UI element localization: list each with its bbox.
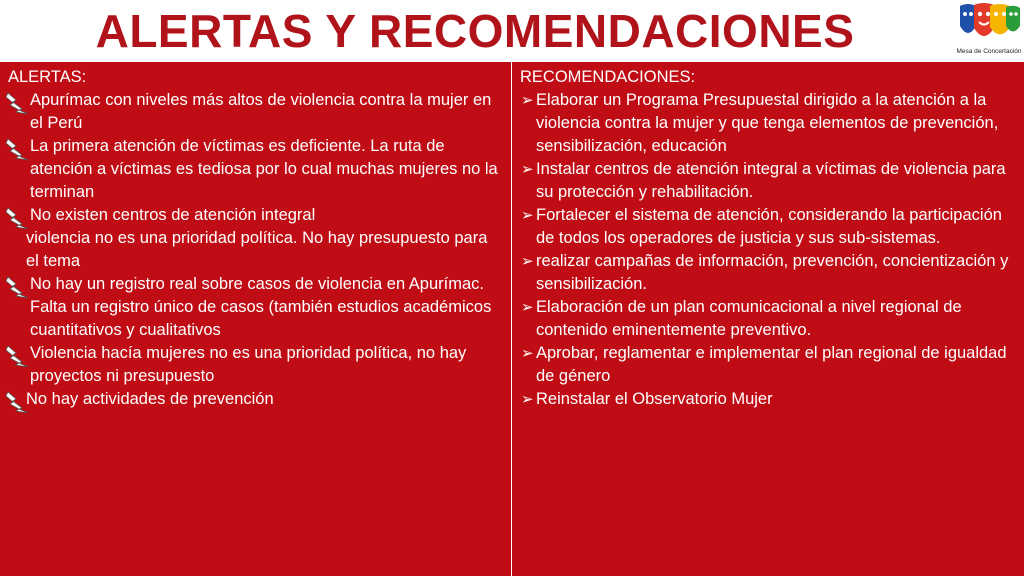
- list-item: [520, 158, 1016, 204]
- recomendaciones-heading: RECOMENDACIONES:: [520, 68, 696, 86]
- slide-title: ALERTAS Y RECOMENDACIONES: [95, 5, 855, 57]
- list-item: [520, 250, 1016, 296]
- list-item: [520, 388, 1016, 411]
- list-item: [520, 89, 1016, 158]
- arrow-bullet-icon: ➢: [521, 253, 534, 270]
- arrow-bullet-icon: ➢: [521, 345, 534, 362]
- recommendation-text: Elaborar un Programa Presupuestal dirigido a la atención a la violencia contra la mujer y que tenga elementos de prevención, sensibilización, educación: [536, 91, 999, 155]
- arrow-bullet-icon: ➢: [521, 161, 534, 178]
- recomendaciones-list: [520, 89, 1016, 411]
- recommendation-text: Fortalecer el sistema de atención, considerando la participación de todos los operadores de justicia y sus sub-sistemas.: [536, 206, 1002, 247]
- alertas-heading: ALERTAS:: [8, 68, 87, 86]
- list-item: [520, 342, 1016, 388]
- alertas-column: [0, 62, 511, 576]
- arrow-bullet-icon: ➢: [521, 207, 534, 224]
- list-item: [8, 89, 503, 135]
- list-item: [8, 135, 503, 204]
- alert-text: No hay un registro real sobre casos de violencia en Apurímac. Falta un registro único de casos (también estudios académicos cuantitativos y cualitativos: [30, 275, 492, 339]
- lightning-bolt-icon: [4, 344, 30, 368]
- recommendation-text: Reinstalar el Observatorio Mujer: [536, 390, 773, 408]
- recommendation-text: realizar campañas de información, prevención, concientización y sensibilización.: [536, 252, 1009, 293]
- list-item: [8, 227, 503, 273]
- arrow-bullet-icon: ➢: [521, 299, 534, 316]
- alert-text: Apurímac con niveles más altos de violencia contra la mujer en el Perú: [30, 91, 492, 132]
- recommendation-text: Elaboración de un plan comunicacional a nivel regional de contenido eminentemente preventivo.: [536, 298, 962, 339]
- alert-text: La primera atención de víctimas es deficiente. La ruta de atención a víctimas es tediosa por lo cual muchas mujeres no la terminan: [30, 137, 498, 201]
- arrow-bullet-icon: ➢: [521, 92, 534, 109]
- list-item: [8, 342, 503, 388]
- list-item: [520, 204, 1016, 250]
- list-item: [8, 273, 503, 342]
- organization-logo: [954, 0, 1024, 62]
- logo-caption: Mesa de Concertación: [956, 48, 1022, 55]
- alert-text: No hay actividades de prevención: [26, 390, 274, 408]
- content-table: [0, 62, 1024, 576]
- alert-text: No existen centros de atención integral: [30, 206, 316, 224]
- lightning-bolt-icon: [4, 137, 30, 161]
- lightning-bolt-icon: [4, 275, 30, 299]
- alert-text: violencia no es una prioridad política. No hay presupuesto para el tema: [26, 229, 488, 270]
- recommendation-text: Instalar centros de atención integral a víctimas de violencia para su protección y rehabilitación.: [536, 160, 1006, 201]
- arrow-bullet-icon: ➢: [521, 391, 534, 408]
- lightning-bolt-icon: [4, 390, 30, 414]
- lightning-bolt-icon: [4, 91, 30, 115]
- list-item: [8, 388, 503, 411]
- list-item: [520, 296, 1016, 342]
- theater-masks-logo-icon: [954, 0, 1024, 48]
- recommendation-text: Aprobar, reglamentar e implementar el plan regional de igualdad de género: [536, 344, 1007, 385]
- recomendaciones-column: [512, 62, 1024, 576]
- alertas-list: [8, 89, 503, 411]
- alert-text: Violencia hacía mujeres no es una prioridad política, no hay proyectos ni presupuesto: [30, 344, 467, 385]
- list-item: [8, 204, 503, 227]
